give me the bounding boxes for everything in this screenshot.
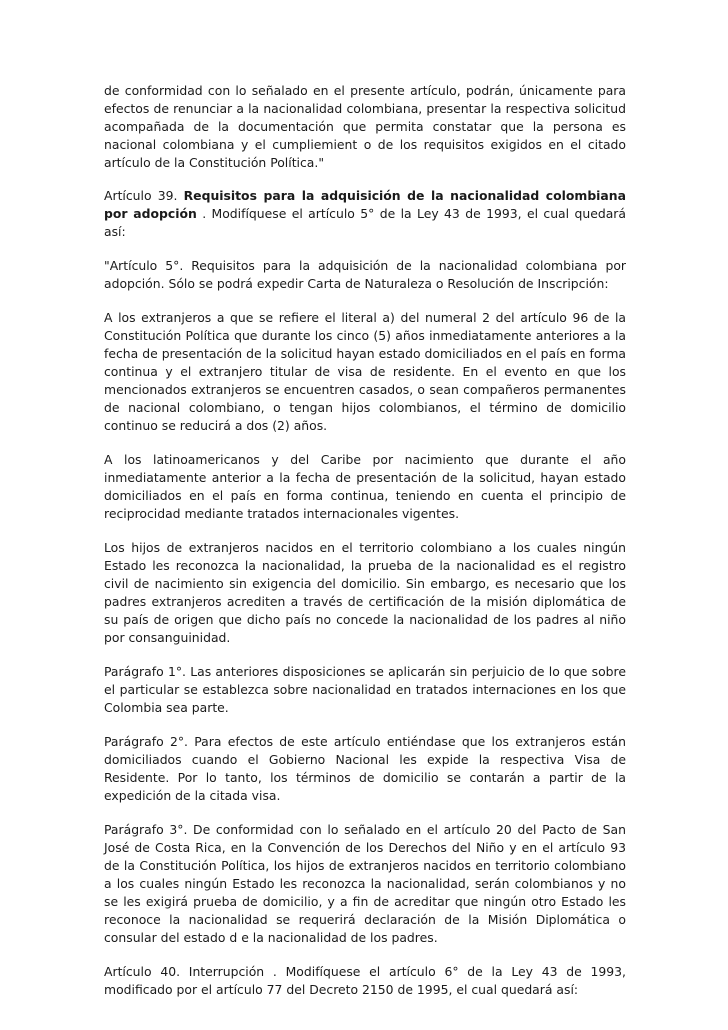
paragrafo-2: Parágrafo 2°. Para efectos de este artículo entiéndase que los extranjeros están domiciliados cuando el Gobierno Nacional les expide la respectiva Visa de Residente. Por lo tanto, los términos de domicilio se contarán a partir de la expedición de la citada visa.	[104, 734, 626, 803]
paragraph-extranjeros: A los extranjeros a que se refiere el literal a) del numeral 2 del artículo 96 de la Constitución Política que durante los cinco (5) años inmediatamente anteriores a la fecha de presentación de la solicitud hayan estado domiciliados en el país en forma continua y el extranjero titular de visa de residente. En el evento en que los mencionados extranjeros se encuentren casados, o sean compañeros permanentes de nacional colombiano, o tengan hijos colombianos, el término de domicilio continuo se reducirá a dos (2) años.	[104, 310, 626, 433]
article-39-title: Requisitos para la adquisición de la nacionalidad colombiana por adopción	[104, 188, 626, 221]
paragrafo-3: Parágrafo 3°. De conformidad con lo señalado en el artículo 20 del Pacto de San José de Costa Rica, en la Convención de los Derechos del Niño y en el artículo 93 de la Constitución Política, los hijos de extranjeros nacidos en territorio colombiano a los cuales ningún Estado les reconozca la nacionalidad, serán colombianos y no se les exigirá prueba de domicilio, y a fin de acreditar que ningún otro Estado les reconoce la nacionalidad se requerirá declaración de la Misión Diplomática o consular del estado d e la nacionalidad de los padres.	[104, 822, 626, 945]
article-39-suffix: . Modifíquese el artículo 5° de la Ley 43 de 1993, el cual quedará así:	[104, 206, 626, 239]
article-39-prefix: Artículo 39.	[104, 188, 184, 203]
article-5-heading: "Artículo 5°. Requisitos para la adquisición de la nacionalidad colombiana por adopción. Sólo se podrá expedir Carta de Naturaleza o Resolución de Inscripción:	[104, 258, 626, 291]
article-40-heading: Artículo 40. Interrupción . Modifíquese el artículo 6° de la Ley 43 de 1993, modificado por el artículo 77 del Decreto 2150 de 1995, el cual quedará así:	[104, 964, 626, 997]
paragraph-latinoamericanos: A los latinoamericanos y del Caribe por nacimiento que durante el año inmediatamente anterior a la fecha de presentación de la solicitud, hayan estado domiciliados en el país en forma continua, teniendo en cuenta el principio de reciprocidad mediante tratados internacionales vigentes.	[104, 452, 626, 521]
article-39-heading	[104, 187, 626, 241]
paragrafo-1: Parágrafo 1°. Las anteriores disposiciones se aplicarán sin perjuicio de lo que sobre el particular se establezca sobre nacionalidad en tratados internaciones en los que Colombia sea parte.	[104, 664, 626, 715]
paragraph-continuation: de conformidad con lo señalado en el presente artículo, podrán, únicamente para efectos de renunciar a la nacionalidad colombiana, presentar la respectiva solicitud acompañada de la documentación que permita constatar que la persona es nacional colombiana y el cumpliemient o de los requisitos exigidos en el citado artículo de la Constitución Política."	[104, 83, 626, 170]
paragraph-hijos-extranjeros: Los hijos de extranjeros nacidos en el territorio colombiano a los cuales ningún Estado les reconozca la nacionalidad, la prueba de la nacionalidad es el registro civil de nacimiento sin exigencia del domicilio. Sin embargo, es necesario que los padres extranjeros acrediten a través de certificación de la misión diplomática de su país de origen que dicho país no concede la nacionalidad de los padres al niño por consanguinidad.	[104, 540, 626, 645]
document-page	[104, 82, 626, 1015]
